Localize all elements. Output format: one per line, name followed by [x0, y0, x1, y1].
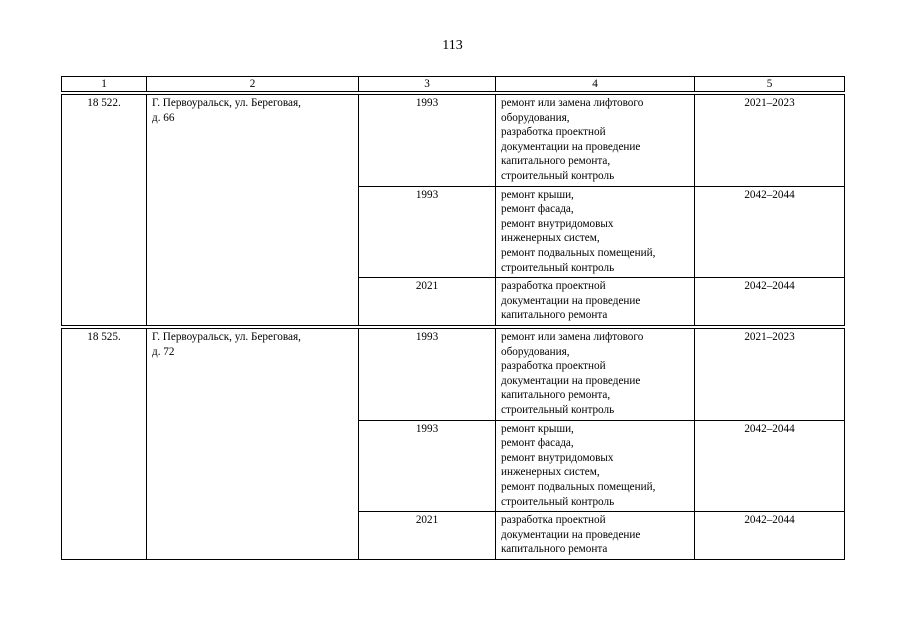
period-cell: 2042–2044: [695, 186, 845, 278]
page-number: 113: [442, 38, 463, 53]
column-header-5: 5: [695, 77, 845, 92]
work-line: капитального ремонта: [501, 309, 608, 322]
work-line: строительный контроль: [501, 169, 615, 182]
work-line: капитального ремонта: [501, 543, 608, 556]
period-cell: 2042–2044: [695, 420, 845, 512]
year-cell: 1993: [359, 420, 496, 512]
column-header-4: 4: [496, 77, 695, 92]
work-line: ремонт крыши,: [501, 188, 574, 201]
record-number: 18 522.: [62, 95, 147, 326]
work-line: ремонт или замена лифтового: [501, 331, 644, 343]
work-line: строительный контроль: [501, 403, 615, 416]
works-cell: [496, 512, 695, 560]
work-line: ремонт подвальных помещений,: [501, 246, 656, 259]
work-line: оборудования,: [501, 345, 570, 358]
building-block-18525: [61, 328, 845, 560]
work-line: инженерных систем,: [501, 232, 600, 245]
year-cell: 2021: [359, 512, 496, 560]
work-line: ремонт внутридомовых: [501, 451, 614, 464]
work-line: капитального ремонта,: [501, 155, 611, 168]
work-line: разработка проектной: [501, 126, 606, 139]
work-line: ремонт фасада,: [501, 437, 574, 450]
work-line: строительный контроль: [501, 495, 615, 508]
work-line: документации на проведение: [501, 294, 641, 307]
column-header-2: 2: [147, 77, 359, 92]
work-line: оборудования,: [501, 111, 570, 124]
works-cell: [496, 95, 695, 187]
record-number: 18 525.: [62, 329, 147, 560]
table-row: [62, 329, 845, 421]
address-line: Г. Первоуральск, ул. Береговая,: [152, 97, 301, 109]
works-cell: [496, 186, 695, 278]
work-line: инженерных систем,: [501, 466, 600, 479]
work-line: капитального ремонта,: [501, 389, 611, 402]
work-line: ремонт подвальных помещений,: [501, 480, 656, 493]
work-line: разработка проектной: [501, 280, 606, 293]
column-header-table: [61, 76, 845, 92]
building-address: [147, 95, 359, 326]
work-line: разработка проектной: [501, 360, 606, 373]
column-header-3: 3: [359, 77, 496, 92]
table-row: [62, 95, 845, 187]
year-cell: 1993: [359, 329, 496, 421]
building-address: [147, 329, 359, 560]
column-header-row: [62, 77, 845, 92]
works-cell: [496, 329, 695, 421]
work-line: ремонт или замена лифтового: [501, 97, 644, 109]
work-line: разработка проектной: [501, 514, 606, 527]
year-cell: 1993: [359, 186, 496, 278]
address-line: Г. Первоуральск, ул. Береговая,: [152, 331, 301, 343]
work-line: документации на проведение: [501, 374, 641, 387]
work-line: ремонт фасада,: [501, 203, 574, 216]
building-block-18522: [61, 94, 845, 326]
work-line: ремонт крыши,: [501, 422, 574, 435]
period-cell: 2042–2044: [695, 512, 845, 560]
work-line: ремонт внутридомовых: [501, 217, 614, 230]
works-cell: [496, 278, 695, 326]
work-line: документации на проведение: [501, 528, 641, 541]
address-line: д. 66: [152, 111, 175, 124]
works-cell: [496, 420, 695, 512]
address-line: д. 72: [152, 345, 175, 358]
work-line: документации на проведение: [501, 140, 641, 153]
period-cell: 2021–2023: [695, 95, 845, 187]
column-header-1: 1: [62, 77, 147, 92]
period-cell: 2042–2044: [695, 278, 845, 326]
year-cell: 2021: [359, 278, 496, 326]
work-line: строительный контроль: [501, 261, 615, 274]
period-cell: 2021–2023: [695, 329, 845, 421]
year-cell: 1993: [359, 95, 496, 187]
